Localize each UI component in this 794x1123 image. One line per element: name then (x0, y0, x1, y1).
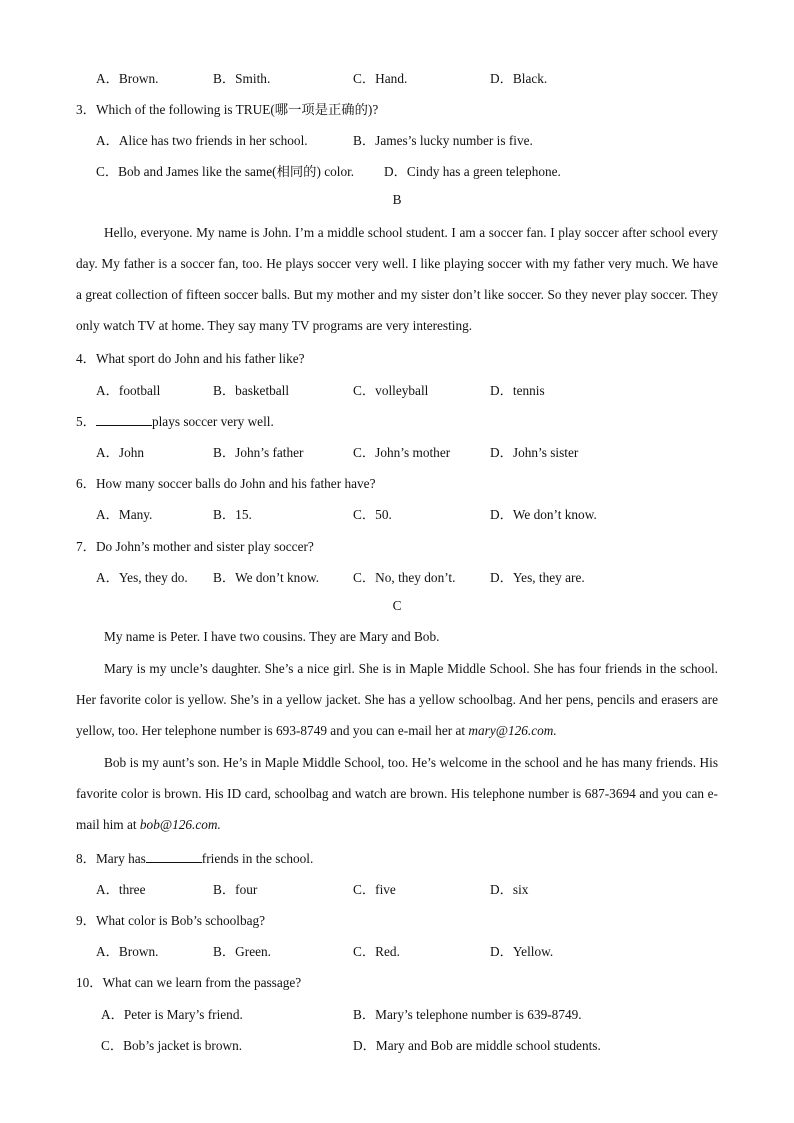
q6-option-c: C．50. (353, 507, 392, 522)
q2-option-c: C．Hand. (353, 71, 408, 86)
q3-option-d: D．Cindy has a green telephone. (384, 164, 561, 179)
q4-option-c: C．volleyball (353, 383, 429, 398)
q7-option-d: D．Yes, they are. (490, 570, 585, 585)
q3-stem: 3．Which of the following is TRUE(哪一项是正确的)? (76, 102, 379, 117)
q8-blank[interactable] (146, 850, 202, 863)
q7-option-b: B．We don’t know. (213, 570, 320, 585)
section-b-heading: B (392, 192, 402, 207)
section-c-paragraph-3 (76, 747, 718, 840)
q5-number: 5． (76, 414, 96, 429)
q8-number: 8．Mary has (76, 851, 146, 866)
mary-email: mary@126.com. (468, 723, 557, 738)
q9-option-a: A．Brown. (96, 944, 159, 959)
bob-email: bob@126.com. (139, 817, 221, 832)
q10-option-c: C．Bob’s jacket is brown. (101, 1038, 243, 1053)
section-c-heading: C (392, 598, 402, 613)
q3-option-c: C．Bob and James like the same(相同的) color. (96, 164, 355, 179)
q5-rest: plays soccer very well. (151, 414, 274, 429)
q4-option-a: A．football (96, 383, 161, 398)
q6-option-b: B．15. (213, 507, 252, 522)
q3-option-a: A．Alice has two friends in her school. (96, 133, 308, 148)
q5-blank[interactable] (96, 413, 152, 426)
q10-option-b: B．Mary’s telephone number is 639-8749. (353, 1007, 582, 1022)
q4-option-b: B．basketball (213, 383, 290, 398)
q4-option-d: D．tennis (490, 383, 545, 398)
q5-stem (76, 411, 274, 430)
section-b-passage-text: Hello, everyone. My name is John. I’m a middle school student. I am a soccer fan. I play soccer after school every day. My father is a soccer fan, too. He plays soccer very well. I like playing soccer with my father very much. We have a great collection of fifteen soccer balls. But my mother and my sister don’t like soccer. So they never play soccer. They only watch TV at home. They say many TV programs are very interesting. (76, 225, 718, 333)
q2-option-b: B．Smith. (213, 71, 271, 86)
q4-stem: 4．What sport do John and his father like? (76, 351, 305, 366)
section-c-paragraph-1: My name is Peter. I have two cousins. They are Mary and Bob. (104, 629, 440, 644)
q10-option-a: A．Peter is Mary’s friend. (101, 1007, 243, 1022)
q8-option-c: C．five (353, 882, 396, 897)
q6-option-d: D．We don’t know. (490, 507, 597, 522)
q8-option-b: B．four (213, 882, 258, 897)
q7-option-a: A．Yes, they do. (96, 570, 188, 585)
section-c-paragraph-3-text: Bob is my aunt’s son. He’s in Maple Middle School, too. He’s welcome in the school and he has many friends. His favorite color is brown. His ID card, schoolbag and watch are brown. His telephone number is 687-3694 and you can e-mail him at (76, 755, 718, 832)
q8-option-d: D．six (490, 882, 529, 897)
q6-stem: 6．How many soccer balls do John and his father have? (76, 476, 376, 491)
q9-stem: 9．What color is Bob’s schoolbag? (76, 913, 266, 928)
q6-option-a: A．Many. (96, 507, 153, 522)
section-c-paragraph-2 (76, 653, 718, 746)
q7-stem: 7．Do John’s mother and sister play soccer? (76, 539, 314, 554)
q9-option-d: D．Yellow. (490, 944, 554, 959)
q5-option-d: D．John’s sister (490, 445, 579, 460)
q2-option-a: A．Brown. (96, 71, 159, 86)
q10-stem: 10．What can we learn from the passage? (76, 975, 302, 990)
q5-option-a: A．John (96, 445, 145, 460)
q8-rest: friends in the school. (201, 851, 314, 866)
q3-option-b: B．James’s lucky number is five. (353, 133, 533, 148)
q5-option-c: C．John’s mother (353, 445, 451, 460)
q9-option-b: B．Green. (213, 944, 271, 959)
q7-option-c: C．No, they don’t. (353, 570, 456, 585)
q8-stem (76, 848, 313, 867)
q2-option-d: D．Black. (490, 71, 548, 86)
q9-option-c: C．Red. (353, 944, 400, 959)
section-b-passage (76, 217, 718, 341)
q10-option-d: D．Mary and Bob are middle school students. (353, 1038, 601, 1053)
section-c-paragraph-2-text: Mary is my uncle’s daughter. She’s a nice girl. She is in Maple Middle School. She has four friends in the school. Her favorite color is yellow. She’s in a yellow jacket. She has a yellow schoolbag. And her pens, pencils and erasers are yellow, too. Her telephone number is 693-8749 and you can e-mail her at (76, 661, 718, 738)
q8-option-a: A．three (96, 882, 146, 897)
q5-option-b: B．John’s father (213, 445, 304, 460)
